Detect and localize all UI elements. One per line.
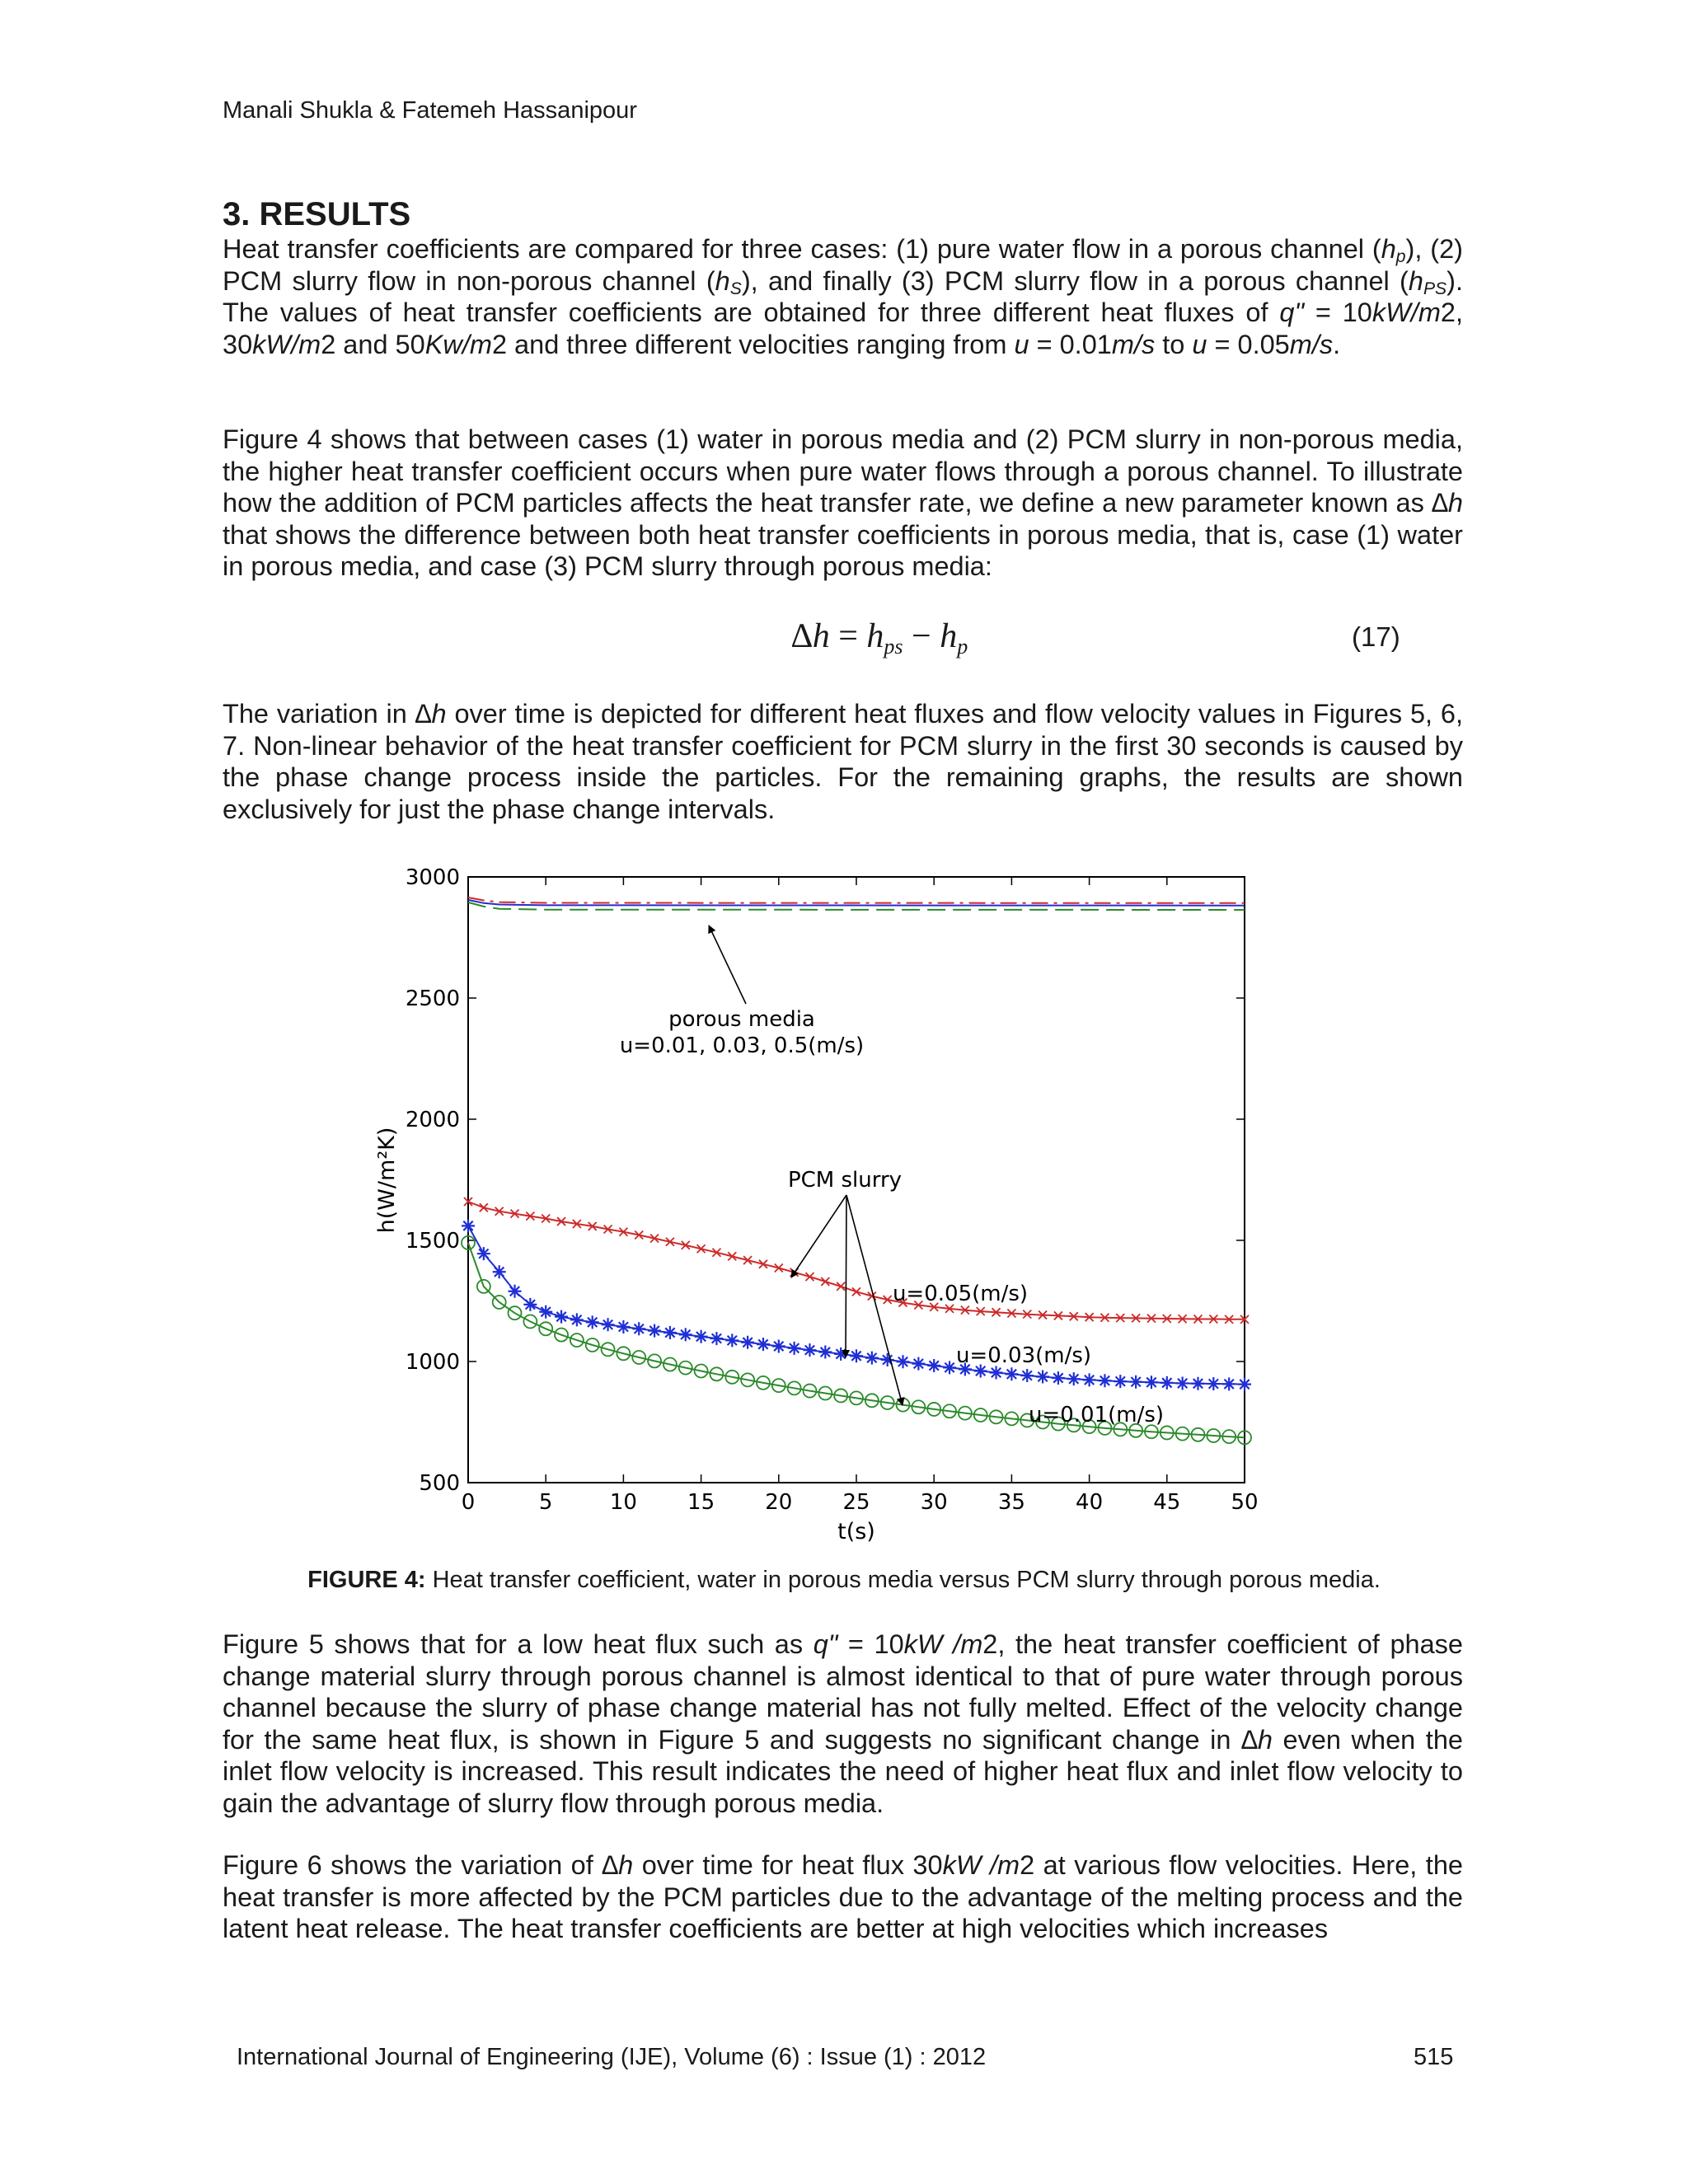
data-point xyxy=(818,1346,832,1359)
data-point xyxy=(539,1305,552,1319)
data-point xyxy=(648,1324,661,1338)
data-point xyxy=(1222,1377,1236,1390)
series-label-u005: u=0.05(m/s) xyxy=(892,1282,1029,1306)
paragraph-3: The variation in ∆h over time is depicted for different heat fluxes and flow velocity values in Figures 5, 6, 7. Non-linear behavior of the heat transfer coefficient for PCM slurry in the first 30 seconds is caused by the phase change process inside the particles. For the remaining graphs, the results are shown exclusively for just the phase change intervals. xyxy=(223,699,1464,824)
data-point xyxy=(477,1247,490,1260)
x-tick-label: 25 xyxy=(842,1490,870,1515)
data-point xyxy=(695,1330,708,1343)
series-label-u001: u=0.01(m/s) xyxy=(1028,1403,1165,1427)
data-point xyxy=(570,1313,584,1326)
data-point xyxy=(1083,1373,1096,1386)
y-tick-label: 2500 xyxy=(405,987,460,1011)
running-head: Manali Shukla & Fatemeh Hassanipour xyxy=(223,97,637,124)
footer-journal: International Journal of Engineering (IJE), Volume (6) : Issue (1) : 2012 xyxy=(237,2044,987,2070)
data-point xyxy=(1207,1377,1220,1390)
x-tick-label: 45 xyxy=(1153,1490,1181,1515)
x-tick-label: 0 xyxy=(461,1490,476,1515)
data-point xyxy=(1160,1376,1174,1390)
series-label-u003: u=0.03(m/s) xyxy=(955,1343,1092,1368)
data-point xyxy=(725,1333,738,1347)
x-tick-label: 40 xyxy=(1076,1490,1104,1515)
porous-media-velocity-label: u=0.01, 0.03, 0.5(m/s) xyxy=(619,1033,865,1058)
data-point xyxy=(663,1326,677,1339)
data-point xyxy=(1145,1376,1158,1389)
data-point xyxy=(927,1359,940,1372)
x-axis-label: t(s) xyxy=(837,1519,875,1544)
data-point xyxy=(710,1332,723,1345)
data-point xyxy=(943,1361,956,1374)
data-point xyxy=(1036,1371,1049,1384)
data-point xyxy=(741,1336,754,1349)
data-point xyxy=(1098,1374,1111,1387)
paragraph-2: Figure 4 shows that between cases (1) water in porous media and (2) PCM slurry in non-porous media, the higher heat transfer coefficient occurs when pure water flows through a porous channel. To illustrate how the addition of PCM particles affects the heat transfer rate, we define a new parameter known as ∆h that shows the difference between both heat transfer coefficients in porous media, that is, case (1) water in porous media, and case (3) PCM slurry through porous media: xyxy=(223,424,1463,581)
data-point xyxy=(788,1342,801,1355)
y-tick-label: 1500 xyxy=(405,1229,460,1254)
figure-4-chart xyxy=(363,857,1286,1558)
data-point xyxy=(602,1318,615,1331)
paragraph-1: Heat transfer coefficients are compared for three cases: (1) pure water flow in a porous channel $(h_p)$, (2) PCM slurry flow in non-porous channel $(h_S)$, and finally (3) PCM slurry flow in a porous channel $(h_{PS})$. The values of heat transfer coefficients are obtained for three different heat fluxes of q" = 10kW/m2, 30kW/m2 and 50Kw/m2 and three different velocities ranging from u = 0.01m/s to u = 0.05m/s. xyxy=(223,234,1463,359)
paragraph-4: Figure 5 shows that for a low heat flux such as q" = 10kW /m2, the heat transfer coefficient of phase change material slurry through porous channel is almost identical to that of pure water through porous channel because the slurry of phase change material has not fully melted. Effect of the velocity change for the same heat flux, is shown in Figure 5 and suggests no significant change in ∆h even when the inlet flow velocity is increased. This result indicates the need of higher heat flux and inlet flow velocity to gain the advantage of slurry flow through porous media. xyxy=(223,1629,1463,1818)
data-point xyxy=(1114,1375,1127,1388)
data-point xyxy=(679,1328,692,1341)
x-tick-label: 30 xyxy=(920,1490,948,1515)
data-point xyxy=(897,1355,910,1368)
y-tick-label: 500 xyxy=(419,1471,460,1496)
data-point xyxy=(1067,1372,1081,1385)
x-tick-label: 15 xyxy=(687,1490,715,1515)
data-point xyxy=(772,1339,785,1352)
data-point xyxy=(1020,1369,1034,1382)
data-point xyxy=(1005,1367,1018,1380)
data-point xyxy=(757,1338,770,1351)
data-point xyxy=(555,1310,568,1324)
paragraph-5: Figure 6 shows the variation of ∆h over time for heat flux 30kW /m2 at various flow velocities. Here, the heat transfer is more affected by the PCM particles due to the advantage of the melting process and the latent heat release. The heat transfer coefficients are better at high velocities which increases xyxy=(223,1850,1463,1943)
pcm-slurry-label: PCM slurry xyxy=(787,1168,903,1193)
section-title: 3. RESULTS xyxy=(223,196,411,232)
data-point xyxy=(1176,1376,1189,1390)
data-point xyxy=(523,1298,537,1311)
data-point xyxy=(586,1315,599,1329)
x-tick-label: 35 xyxy=(997,1490,1025,1515)
data-point xyxy=(1129,1376,1142,1389)
y-axis-label: h(W/m²K) xyxy=(374,1127,400,1234)
page-number: 515 xyxy=(1414,2044,1454,2070)
data-point xyxy=(1052,1371,1065,1385)
porous-media-label: porous media xyxy=(668,1007,815,1032)
y-tick-label: 3000 xyxy=(405,865,460,890)
x-tick-label: 5 xyxy=(538,1490,553,1515)
y-tick-label: 2000 xyxy=(405,1108,460,1132)
data-point xyxy=(912,1357,925,1371)
x-tick-label: 20 xyxy=(765,1490,793,1515)
data-point xyxy=(632,1322,645,1335)
data-point xyxy=(803,1343,816,1357)
equation-number: (17) xyxy=(1352,621,1400,652)
x-tick-label: 10 xyxy=(609,1490,637,1515)
data-point xyxy=(493,1265,506,1278)
data-point xyxy=(1238,1378,1251,1391)
x-tick-label: 50 xyxy=(1231,1490,1259,1515)
data-point xyxy=(850,1349,863,1362)
data-point xyxy=(865,1352,879,1365)
data-point xyxy=(509,1285,522,1298)
data-point xyxy=(462,1219,475,1232)
y-tick-label: 1000 xyxy=(405,1350,460,1375)
data-point xyxy=(1191,1377,1204,1390)
data-point xyxy=(617,1320,630,1333)
figure-caption: FIGURE 4: Heat transfer coefficient, water in porous media versus PCM slurry through porous media. xyxy=(307,1567,1381,1593)
equation-17: $\Delta h = h_{ps} - h_p$ xyxy=(791,617,968,658)
